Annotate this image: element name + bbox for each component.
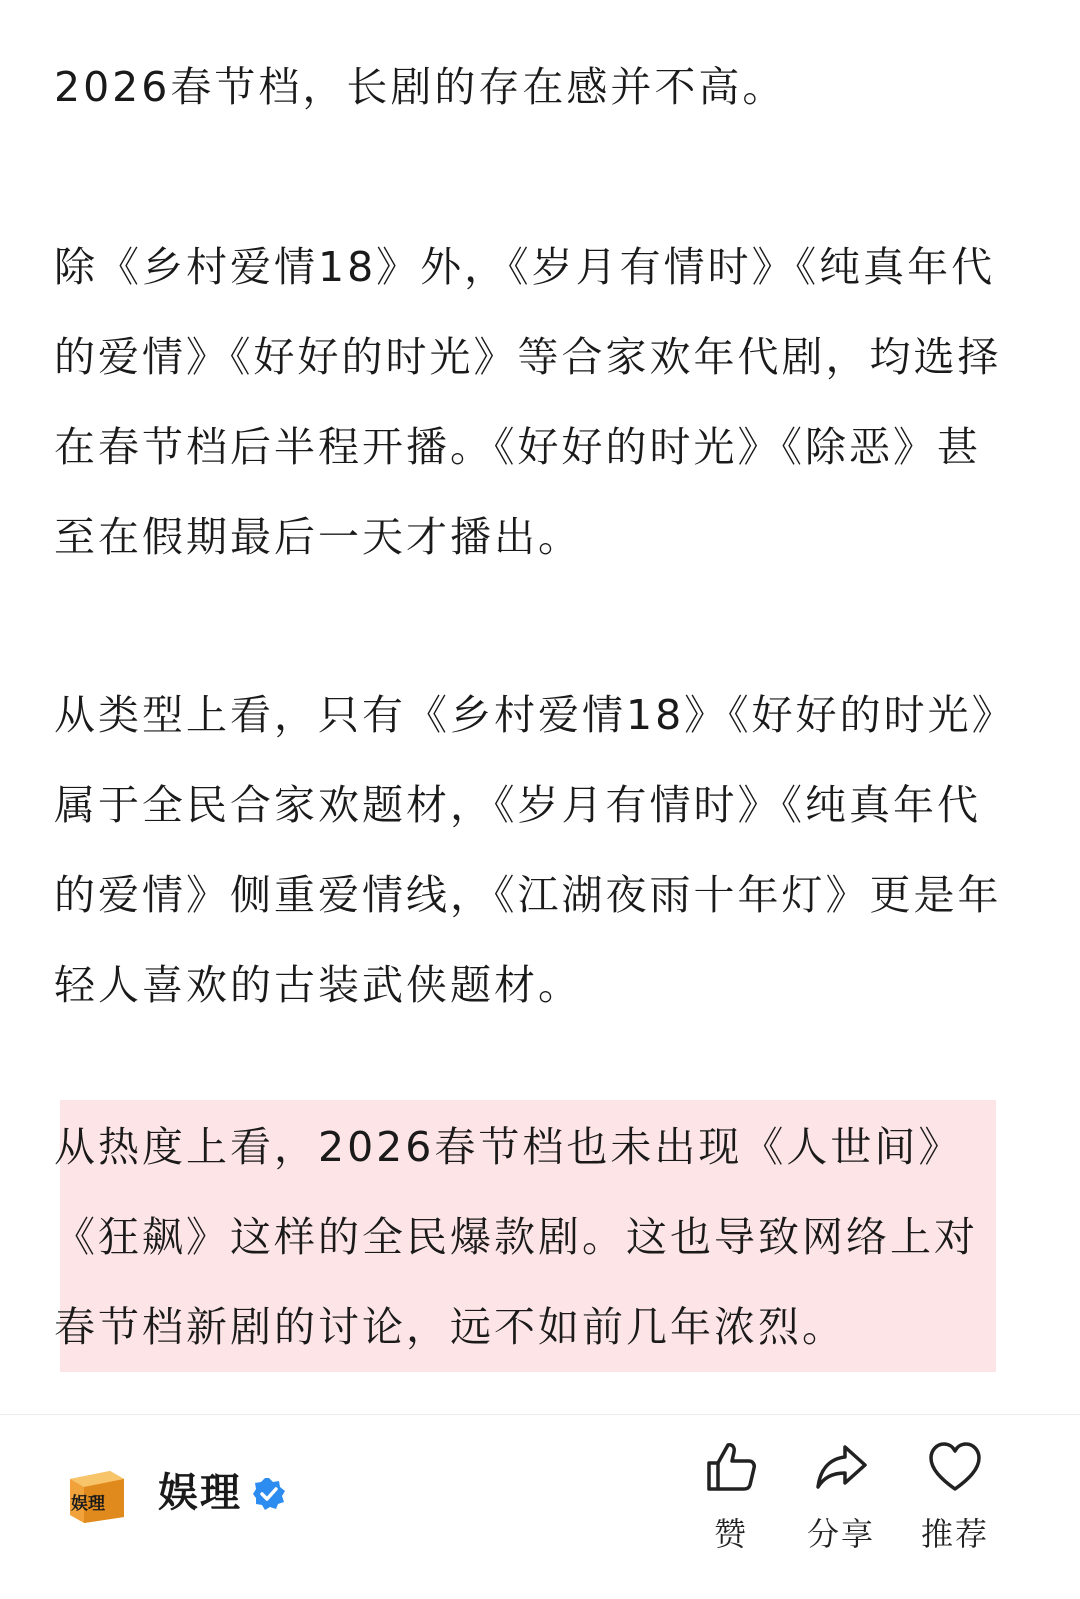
logo-text: 娱理: [71, 1494, 105, 1514]
like-label: 赞: [713, 1515, 748, 1553]
recommend-label: 推荐: [920, 1515, 989, 1553]
paragraph-4-highlighted: 从热度上看，2026春节档也未出现《人世间》《狂飙》这样的全民爆款剧。这也导致网络上对春节档新剧的讨论，远不如前几年浓烈。: [54, 1123, 978, 1351]
paragraph-3: 从类型上看，只有《乡村爱情18》《好好的时光》属于全民合家欢题材，《岁月有情时》《纯真年代的爱情》侧重爱情线，《江湖夜雨十年灯》更是年轻人喜欢的古装武侠题材。: [54, 691, 1002, 1009]
heart-icon: [927, 1439, 983, 1495]
share-label: 分享: [806, 1515, 875, 1553]
author-logo-icon[interactable]: [64, 1465, 128, 1525]
paragraph-2: 除《乡村爱情18》外，《岁月有情时》《纯真年代的爱情》《好好的时光》等合家欢年代剧，均选择在春节档后半程开播。《好好的时光》《除恶》甚至在假期最后一天才播出。: [54, 243, 1002, 561]
like-button[interactable]: [676, 1439, 786, 1579]
share-button[interactable]: [786, 1439, 896, 1579]
thumbs-up-icon: [703, 1439, 759, 1495]
share-arrow-icon: [813, 1439, 869, 1495]
paragraph-1: 2026春节档，长剧的存在感并不高。: [54, 63, 787, 111]
author-name[interactable]: 娱理: [158, 1470, 242, 1516]
verified-badge-icon: [252, 1477, 286, 1511]
recommend-button[interactable]: [900, 1439, 1010, 1579]
bottom-action-bar: [0, 1414, 1080, 1599]
